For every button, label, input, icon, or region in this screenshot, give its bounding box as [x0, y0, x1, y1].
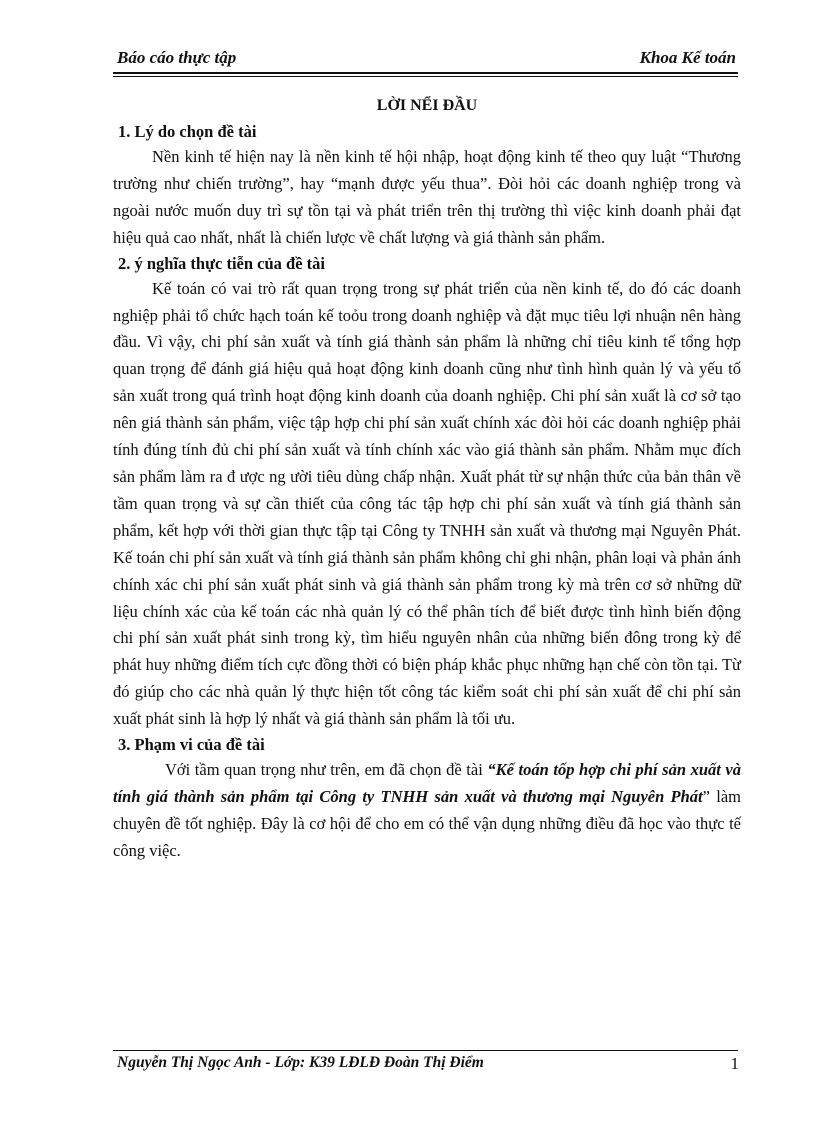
scope-text-after: ” làm chuyên đề tốt nghiệp. Đây là cơ hội để cho em có thể vận dụng những điều đã học vào thực tế công việc.: [113, 786, 741, 860]
header-report-title: Báo cáo thực tập: [117, 48, 237, 67]
footer-rule: [113, 1050, 738, 1051]
page-header: [113, 48, 738, 72]
header-department: Khoa Kế toán: [639, 48, 736, 67]
section-paragraph-reason: Nền kinh tế hiện nay là nền kinh tế hội nhập, hoạt động kinh tế theo quy luật “Thương trường như chiến trường”, hay “mạnh được yếu thua”. Đòi hỏi các doanh nghiệp trong và ngoài nước muốn duy trì sự tồn tại và phát triển trên thị trường thì việc kinh doanh phải đạt hiệu quả cao nhất, nhất là chiến lược về chất lượng và giá thành sản phẩm.: [113, 147, 741, 247]
document-body: [113, 92, 741, 865]
page-footer: [117, 1054, 742, 1076]
scope-text-before: Với tầm quan trọng như trên, em đã chọn đề tài: [165, 760, 488, 780]
section-paragraph-scope: [113, 757, 741, 865]
page-number: 1: [730, 1054, 739, 1073]
section-heading-significance: 2. ý nghĩa thực tiễn của đề tài: [118, 253, 325, 273]
page-title: LỜI NỂI ĐẦU: [376, 97, 478, 114]
section-heading-scope: 3. Phạm vi của đề tài: [118, 735, 265, 755]
section-heading-reason: 1. Lý do chọn đề tài: [118, 122, 257, 141]
footer-author: Nguyễn Thị Ngọc Anh - Lớp: K39 LĐLĐ Đoàn Thị Điểm: [117, 1054, 484, 1071]
thesis-topic-emphasis: “Kế toán tốp hợp chi phí sản xuất và tính giá thành sản phẩm tại Công ty TNHH sản xuất và thương mại Nguyên Phát: [113, 760, 741, 806]
section-paragraph-significance: Kế toán có vai trò rất quan trọng trong sự phát triển của nền kinh tế, do đó các doanh nghiệp phải tổ chức hạch toán kế toỏu trong doanh nghiệp và đặt mục tiêu lợi nhuận nên hàng đầu. Vì vậy, chi phí sản xuất và tính giá thành sản phẩm là những chỉ tiêu kinh tế tổng hợp quan trọng để đánh giá hiệu quả hoạt động kinh doanh cũng như tình hình quản lý và yếu tố sản xuất trong quá trình hoạt động kinh doanh của doanh nghiệp. Chi phí sản xuất là cơ sở tạo nên giá thành sản phẩm, việc tập hợp chi phí sản xuất chính xác đòi hỏi các doanh nghiệp phải tính đúng tính đủ chi phí sản xuất và tính chính xác vào giá thành sản phẩm. Nhằm mục đích sản phẩm làm ra đ ược ng ười tiêu dùng chấp nhận. Xuất phát từ sự nhận thức của bản thân về tầm quan trọng và sự cần thiết của công tác tập hợp chi phí sản xuất và tính giá thành sản phẩm, kết hợp với thời gian thực tập tại Công ty TNHH sản xuất và thương mại Nguyên Phát. Kế toán chi phí sản xuất và tính giá thành sản phẩm không chỉ ghi nhận, phân loại và phản ánh chính xác chi phí sản xuất phát sinh và giá thành sản phẩm trong kỳ mà trên cơ sở những dữ liệu chính xác của kế toán các nhà quản lý có thể phân tích để biết được tình hình biến động chi phí sản xuất phát sinh trong kỳ, tìm hiểu nguyên nhân của những biến đông trong kỳ để phát huy những điểm tích cực đồng thời có biện pháp khắc phục những hạn chế còn tồn tại. Từ đó giúp cho các nhà quản lý thực hiện tốt công tác kiểm soát chi phí sản xuất để chi phí sản xuất phát sinh là hợp lý nhất và giá thành sản phẩm là tối ưu.: [113, 278, 741, 729]
header-rule-thin: [113, 76, 738, 77]
header-rule-thick: [113, 72, 738, 74]
